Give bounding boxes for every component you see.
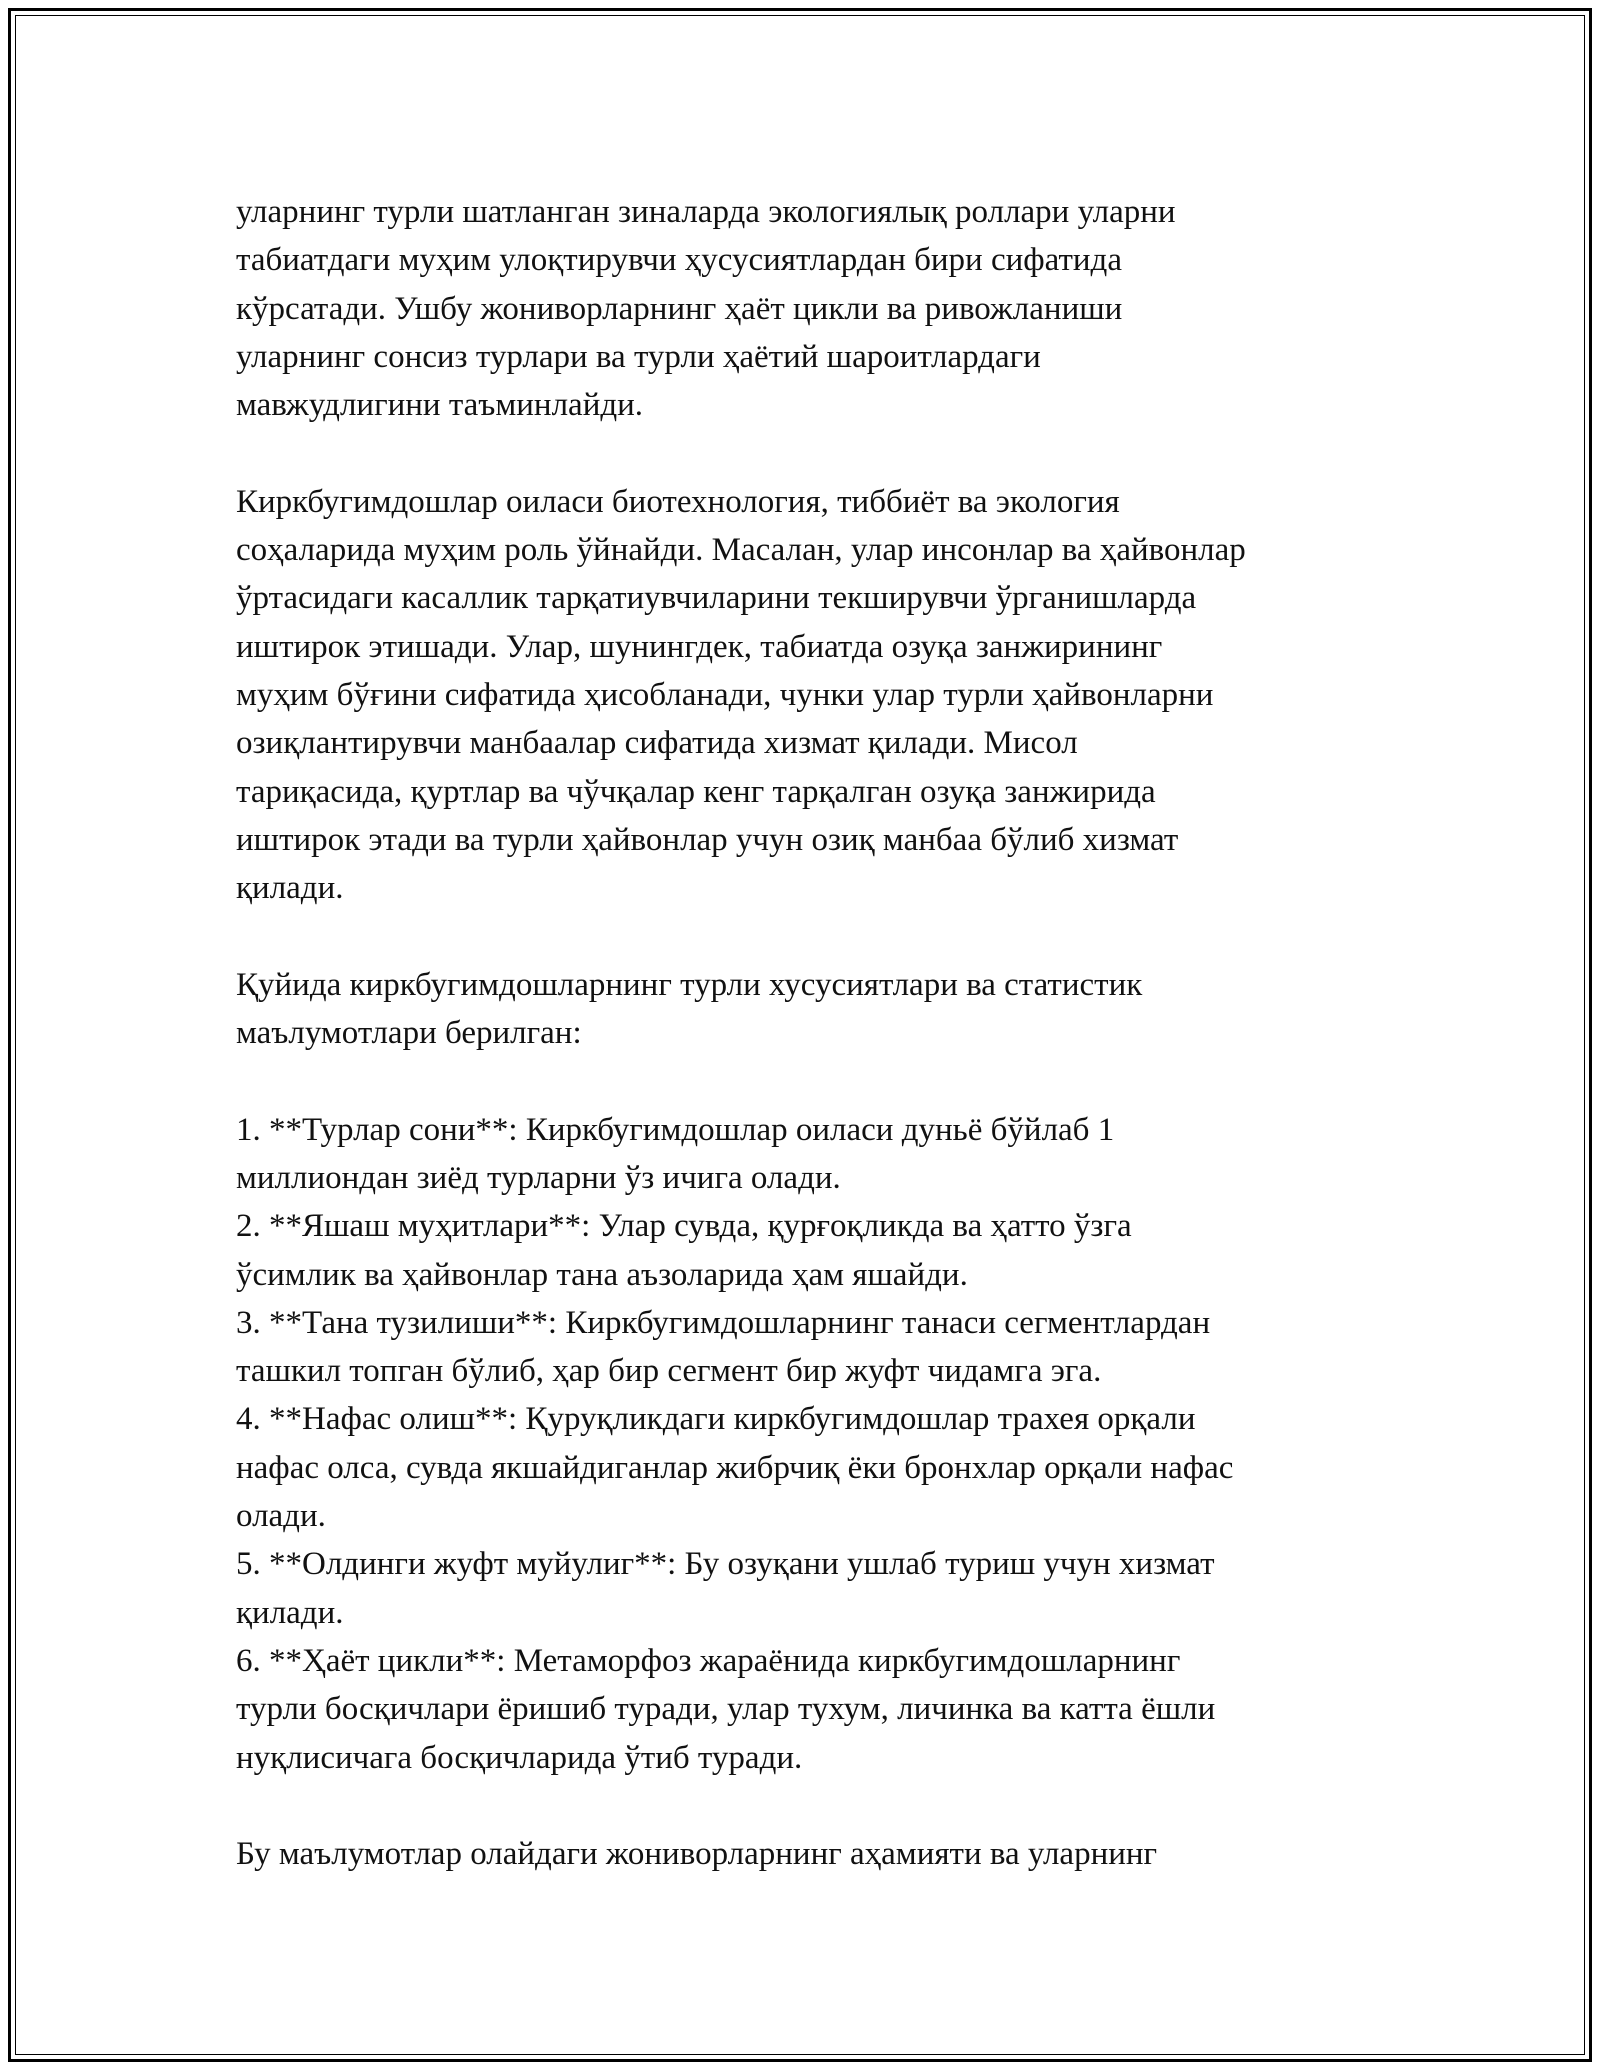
document-body (236, 188, 1396, 1878)
list-item-body-structure: 3. **Тана тузилиши**: Киркбугимдошларнинг танаси сегментлардан ташкил топган бўлиб, ҳар бир сегмент бир жуфт чидамга эга. (236, 1304, 1211, 1390)
characteristics-list (236, 1106, 1396, 1782)
list-item-habitats: 2. **Яшаш муҳитлари**: Улар сувда, қурғоқликда ва ҳатто ўзга ўсимлик ва ҳайвонлар тана аъзоларида ҳам яшайди. (236, 1208, 1132, 1293)
paragraph-spacer (236, 429, 1396, 477)
list-item-front-appendages: 5. **Олдинги жуфт муйулиг**: Бу озуқани ушлаб туриш учун хизмат қилади. (236, 1546, 1215, 1631)
list-item-species-count: 1. **Турлар сони**: Киркбугимдошлар оиласи дуньё бўйлаб 1 миллиондан зиёд турларни ўз ичига олади. (236, 1111, 1115, 1196)
paragraph-closing: Бу маълумотлар олайдаги жониворларнинг аҳамияти ва уларнинг (236, 1836, 1158, 1873)
list-item-respiration: 4. **Нафас олиш**: Қуруқликдаги киркбугимдошлар трахея орқали нафас олса, сувда якшайдиганлар жибрчиқ ёки бронхлар орқали нафас олади. (236, 1401, 1234, 1535)
list-item-life-cycle: 6. **Ҳаёт цикли**: Метаморфоз жараёнида киркбугимдошларнинг турли босқичлари ёришиб туради, улар тухум, личинка ва катта ёшли нуқлисичага босқичларида ўтиб туради. (236, 1642, 1216, 1776)
paragraph-ecological-roles: уларнинг турли шатланган зиналарда экологиялық роллари уларни табиатдаги муҳим улоқтирувчи ҳусусиятлардан бири сифатида кўрсатади. Ушбу жониворларнинг ҳаёт цикли ва ривожланиши уларнинг сонсиз турлари ва турли ҳаётий шароитлардаги мавжудлигини таъминлайди. (236, 194, 1176, 424)
paragraph-spacer (236, 912, 1396, 960)
paragraph-spacer (236, 1782, 1396, 1830)
paragraph-importance: Киркбугимдошлар оиласи биотехнология, тиббиёт ва экология соҳаларида муҳим роль ўйнайди. Масалан, улар инсонлар ва ҳайвонлар ўртасидаги касаллик тарқатиувчиларини текширувчи ўрганишларда иштирок этишади. Улар, шунингдек, табиатда озуқа занжирининг муҳим бўғини сифатида ҳисобланади, чунки улар турли ҳайвонларни озиқлантирувчи манбаалар сифатида хизмат қилади. Мисол тариқасида, қуртлар ва чўчқалар кенг тарқалган озуқа занжирида иштирок этади ва турли ҳайвонлар учун озиқ манбаа бўлиб хизмат қилади. (236, 483, 1246, 907)
paragraph-list-intro: Қуйида киркбугимдошларнинг турли хусусиятлари ва статистик маълумотлари берилган: (236, 966, 1143, 1052)
paragraph-spacer (236, 1057, 1396, 1105)
